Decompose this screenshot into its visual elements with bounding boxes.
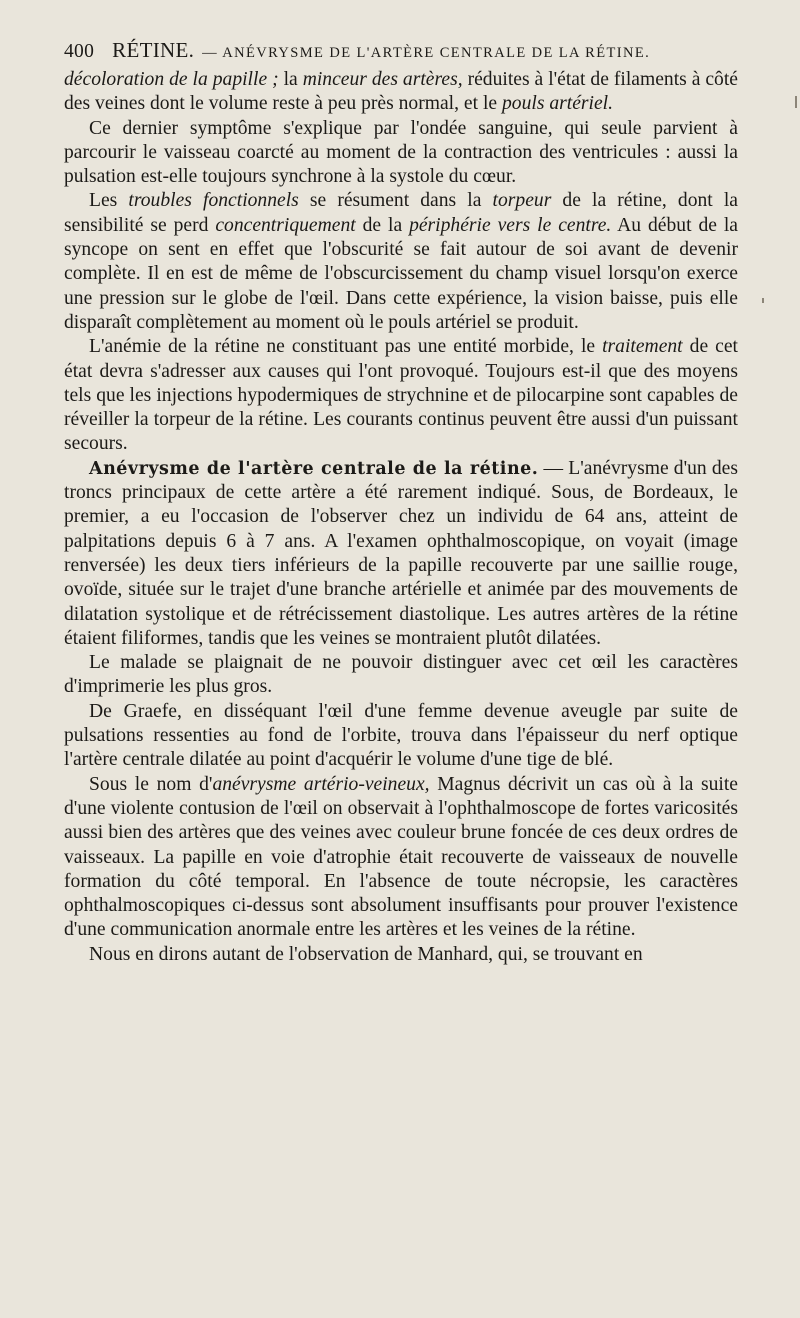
page-number: 400 bbox=[64, 41, 95, 62]
paragraph bbox=[64, 943, 738, 967]
paragraph bbox=[64, 189, 738, 335]
text-run: réduites à l'état de filaments à côté des veines dont le volume reste à peu près normal, et le bbox=[64, 69, 738, 115]
header-title: RÉTINE. bbox=[112, 38, 195, 62]
text-run: Le malade se plaignait de ne pouvoir distinguer avec cet œil les caractères d'imprimerie les plus gros. bbox=[64, 652, 738, 698]
text-run: Au début de la syncope on sent en effet que l'obscurité se fait autour de soi avant de devenir complète. Il en est de même de l'obscurcissement du champ visuel lorsqu'on exerce une pression sur le globe de l'œil. Dans cette expérience, la vision baisse, puis elle disparaît complètement au moment où le pouls artériel se produit. bbox=[64, 214, 738, 333]
paragraph-section-start bbox=[64, 457, 738, 651]
text-run: Les bbox=[89, 190, 129, 212]
italic-term: anévrysme artério-veineux, bbox=[212, 773, 430, 795]
italic-term: torpeur bbox=[492, 190, 552, 212]
header-subtitle: — ANÉVRYSME DE L'ARTÈRE CENTRALE DE LA RÉTINE. bbox=[202, 45, 651, 61]
paragraph-continuation bbox=[64, 68, 738, 117]
italic-term: périphérie vers le centre. bbox=[409, 214, 612, 236]
paragraph bbox=[64, 117, 738, 190]
paragraph bbox=[64, 773, 738, 943]
text-run: — L'anévrysme d'un des troncs principaux de cette artère a été rarement indiqué. Sous, de Bordeaux, le premier, a eu l'occasion de l'observer chez un individu de 64 ans, atteint de palpitations depuis 6 à 7 ans. A l'examen ophthalmoscopique, on voyait (image renversée) les deux tiers inférieurs de la papille recouverte par une saillie rouge, ovoïde, située sur le trajet d'une branche artérielle et animée par des mouvements de dilatation systolique et de rétrécissement diastolique. Les autres artères de la rétine étaient filiformes, tandis que les veines se montraient plutôt dilatées. bbox=[64, 457, 738, 649]
paragraph bbox=[64, 335, 738, 456]
text-run: de cet état devra s'adresser aux causes qui l'ont provoqué. Toujours est-il que des moyens tels que les injections hypodermiques de strychnine et de pilocarpine sont capables de réveiller la torpeur de la rétine. Les courants continus peuvent être aussi d'un puissant secours. bbox=[64, 336, 738, 455]
text-run: Ce dernier symptôme s'explique par l'ondée sanguine, qui seule parvient à parcourir le vaisseau coarcté au moment de la contraction des ventricules : aussi la pulsation est-elle toujours synchrone à la systole du cœur. bbox=[64, 117, 738, 188]
text-run: la bbox=[278, 69, 303, 90]
page-edge-mark bbox=[762, 298, 764, 303]
text-block bbox=[64, 38, 738, 967]
section-heading: Anévrysme de l'artère centrale de la rétine. bbox=[89, 458, 539, 479]
text-run: de la bbox=[355, 214, 410, 236]
text-run: se résument dans la bbox=[298, 190, 493, 212]
text-run: Sous le nom d' bbox=[89, 773, 213, 795]
italic-term: traitement bbox=[602, 336, 683, 358]
running-header bbox=[64, 38, 738, 68]
page-edge-mark bbox=[795, 96, 797, 108]
italic-term: pouls artériel. bbox=[502, 93, 614, 115]
text-run: L'anémie de la rétine ne constituant pas une entité morbide, le bbox=[89, 336, 603, 358]
italic-term: concentriquement bbox=[215, 214, 356, 236]
paragraph bbox=[64, 651, 738, 700]
italic-term: décoloration de la papille ; bbox=[64, 69, 279, 90]
italic-term: troubles fonctionnels bbox=[128, 190, 299, 212]
italic-term: minceur des artères, bbox=[302, 69, 463, 90]
paragraph bbox=[64, 700, 738, 773]
text-run: De Graefe, en disséquant l'œil d'une femme devenue aveugle par suite de pulsations ressenties au fond de l'orbite, trouva dans l'épaisseur du nerf optique l'artère centrale dilatée au point d'acquérir le volume d'une tige de blé. bbox=[64, 700, 738, 771]
text-run: Magnus décrivit un cas où à la suite d'une violente contusion de l'œil on observait à l'ophthalmoscope de fortes varicosités aussi bien des artères que des veines avec couleur brune foncée de ces deux ordres de vaisseaux. La papille en voie d'atrophie était recouverte de vaisseaux de nouvelle formation du côté temporal. En l'absence de toute nécropsie, les caractères ophthalmoscopiques ci-dessus sont absolument insuffisants pour prouver l'existence d'une communication anormale entre les artères et les veines de la rétine. bbox=[64, 773, 738, 941]
text-run: Nous en dirons autant de l'observation de Manhard, qui, se trouvant en bbox=[89, 943, 643, 965]
text-run: de la rétine, dont la sensibilité se perd bbox=[64, 190, 738, 236]
